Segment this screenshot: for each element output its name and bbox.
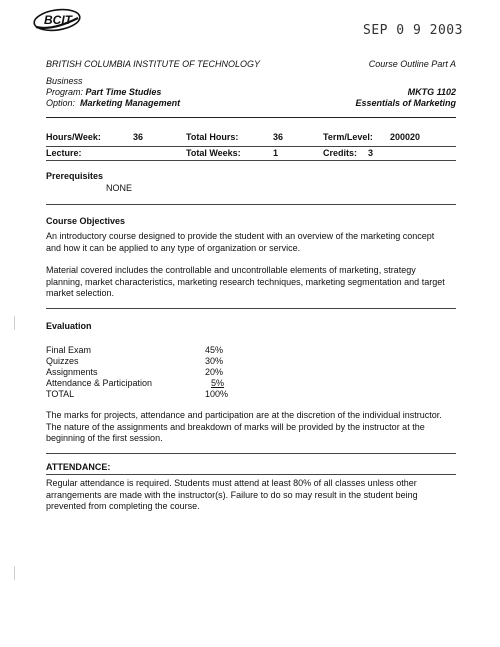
total-hours-label: Total Hours: [186,132,239,142]
divider [46,204,456,205]
logo-text: BCIT [44,13,72,27]
divider [46,474,456,475]
option-line [46,98,180,108]
divider [46,453,456,454]
attendance-text: Regular attendance is required. Students must attend at least 80% of all classes unless other arrangements are made with the instructor(s). Failure to do so may result in the student being prevented from completing the course. [46,478,418,511]
option-label: Option: [46,98,76,108]
evaluation-value: 5% [211,378,225,388]
evaluation-heading: Evaluation [46,321,92,331]
school-name: Business [46,76,83,86]
program-line [46,87,161,97]
attendance-heading: ATTENDANCE: [46,462,111,472]
evaluation-value: 20% [205,367,224,377]
evaluation-value: 30% [205,356,224,366]
prerequisites-heading: Prerequisites [46,171,104,181]
evaluation-label: TOTAL [46,389,75,399]
course-code: MKTG 1102 [407,87,456,97]
credits-value: 3 [368,148,374,158]
evaluation-label: Attendance & Participation [46,378,153,388]
divider [46,160,456,161]
program-label: Program: [46,87,84,97]
evaluation-value: 45% [205,345,224,355]
bcit-logo-graphic [32,8,82,32]
prerequisites-value: NONE [106,183,133,193]
objectives-paragraph: An introductory course designed to provide the student with an overview of the marketing concept and how it can be applied to any type of organization or service. [46,231,435,253]
credits-label: Credits: [323,148,358,158]
term-level-label: Term/Level: [323,132,373,142]
hours-week-label: Hours/Week: [46,132,101,142]
hours-week-value: 36 [133,132,144,142]
objectives-paragraph: Material covered includes the controllable and uncontrollable elements of marketing, strategy planning, market characteristics, marketing research techniques, marketing segmentation and target market selection. [46,265,445,298]
scan-mark [14,566,17,580]
program-value: Part Time Studies [85,87,162,97]
divider [46,308,456,309]
lecture-label: Lecture: [46,148,82,158]
term-level-value: 200020 [390,132,421,142]
total-weeks-value: 1 [273,148,279,158]
scan-mark [14,316,17,330]
objectives-heading: Course Objectives [46,216,126,226]
date-stamp: SEP 0 9 2003 [363,23,463,38]
course-name: Essentials of Marketing [355,98,456,108]
evaluation-label: Assignments [46,367,98,377]
total-weeks-label: Total Weeks: [186,148,241,158]
institute-name: BRITISH COLUMBIA INSTITUTE OF TECHNOLOGY [46,59,261,69]
outline-label: Course Outline Part A [368,59,456,69]
evaluation-label: Quizzes [46,356,79,366]
evaluation-note: The marks for projects, attendance and participation are at the discretion of the individual instructor. The nature of the assignments and breakdown of marks will be provided by the instructor at the beginning of the first session. [46,410,442,443]
divider [46,146,456,147]
divider [46,117,456,118]
bcit-logo [32,8,82,32]
total-hours-value: 36 [273,132,284,142]
evaluation-label: Final Exam [46,345,92,355]
evaluation-value: 100% [205,389,229,399]
option-value: Marketing Management [80,98,181,108]
